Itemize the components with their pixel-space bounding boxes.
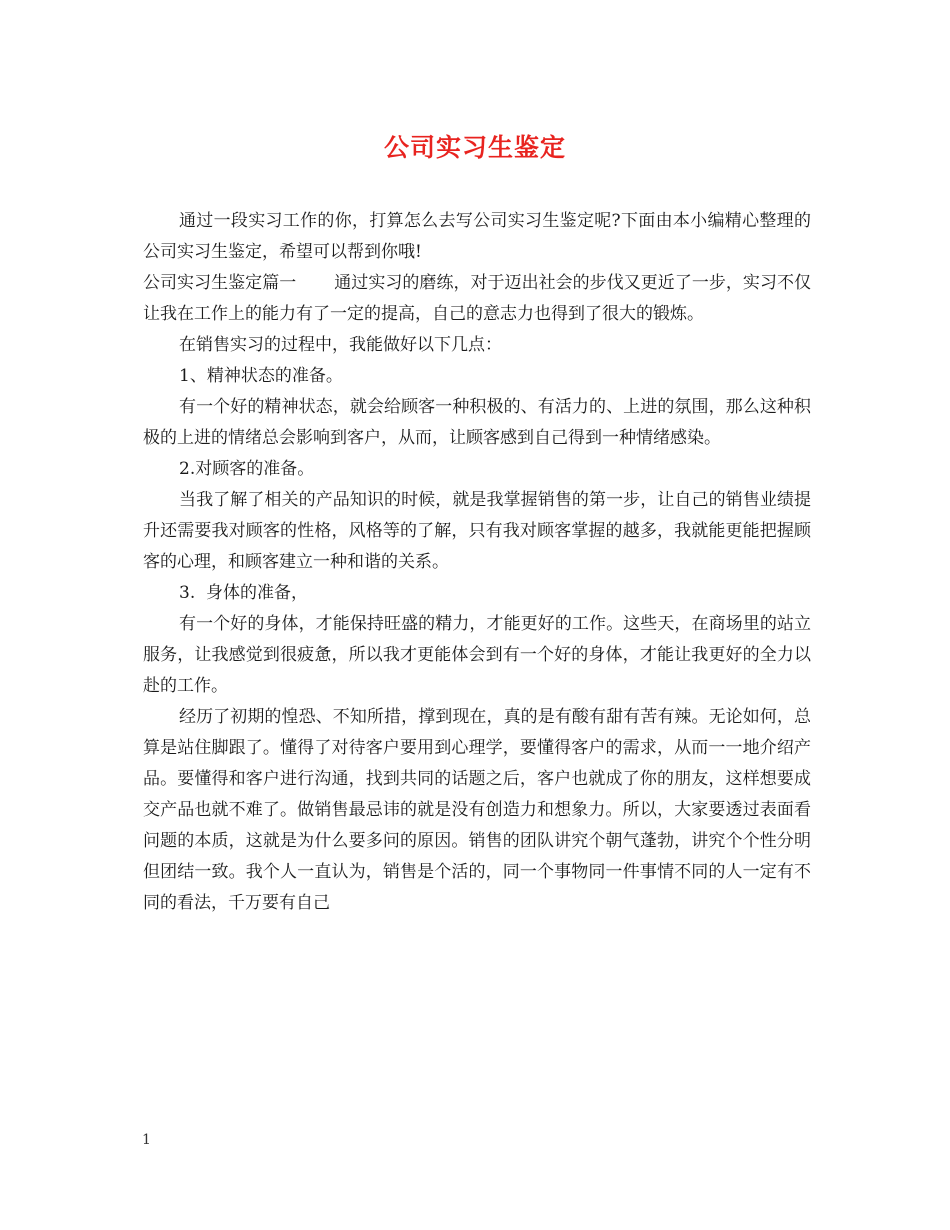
point-heading: 3. 身体的准备， (179, 583, 309, 603)
body-paragraph: 有一个好的精神状态，就会给顾客一种积极的、有活力的、上进的氛围，那么这种积极的上进的情绪总会影响到客户，从而，让顾客感到自己得到一种情绪感染。 (143, 397, 811, 448)
section-heading: 公司实习生鉴定篇一 (143, 273, 297, 293)
point-heading: 1、精神状态的准备。 (179, 366, 343, 386)
body-paragraph: 经历了初期的惶恐、不知所措，撑到现在，真的是有酸有甜有苦有辣。无论如何，总算是站住脚跟了。懂得了对待客户要用到心理学，要懂得客户的需求，从而一一地介绍产品。要懂得和客户进行沟通，找到共同的话题之后，客户也就成了你的朋友，这样想要成交产品也就不难了。做销售最忌讳的就是没有创造力和想象力。所以，大家要透过表面看问题的本质，这就是为什么要多问的原因。销售的团队讲究个朝气蓬勃，讲究个个性分明但团结一致。我个人一直认为，销售是个活的，同一个事物同一件事情不同的人一定有不同的看法，千万要有自己 (143, 707, 811, 913)
body-paragraph: 在销售实习的过程中，我能做好以下几点： (179, 335, 502, 355)
document-body (143, 206, 811, 919)
section-paragraph (143, 268, 811, 330)
body-paragraph: 有一个好的身体，才能保持旺盛的精力，才能更好的工作。这些天，在商场里的站立服务，让我感觉到很疲惫，所以我才更能体会到有一个好的身体，才能让我更好的全力以赴的工作。 (143, 614, 811, 696)
section-opening: 通过实习的磨练，对于迈出社会的步伐又更近了一步，实习不仅让我在工作上的能力有了一定的提高，自己的意志力也得到了很大的锻炼。 (143, 273, 812, 324)
intro-paragraph: 通过一段实习工作的你，打算怎么去写公司实习生鉴定呢?下面由本小编精心整理的公司实习生鉴定，希望可以帮到你哦! (143, 211, 811, 262)
document-title: 公司实习生鉴定 (383, 133, 566, 162)
body-paragraph: 当我了解了相关的产品知识的时候，就是我掌握销售的第一步，让自己的销售业绩提升还需要我对顾客的性格，风格等的了解，只有我对顾客掌握的越多，我就能更能把握顾客的心理，和顾客建立一种和谐的关系。 (143, 490, 811, 572)
page-number: 1 (142, 1132, 151, 1148)
point-heading: 2.对顾客的准备。 (179, 459, 315, 479)
